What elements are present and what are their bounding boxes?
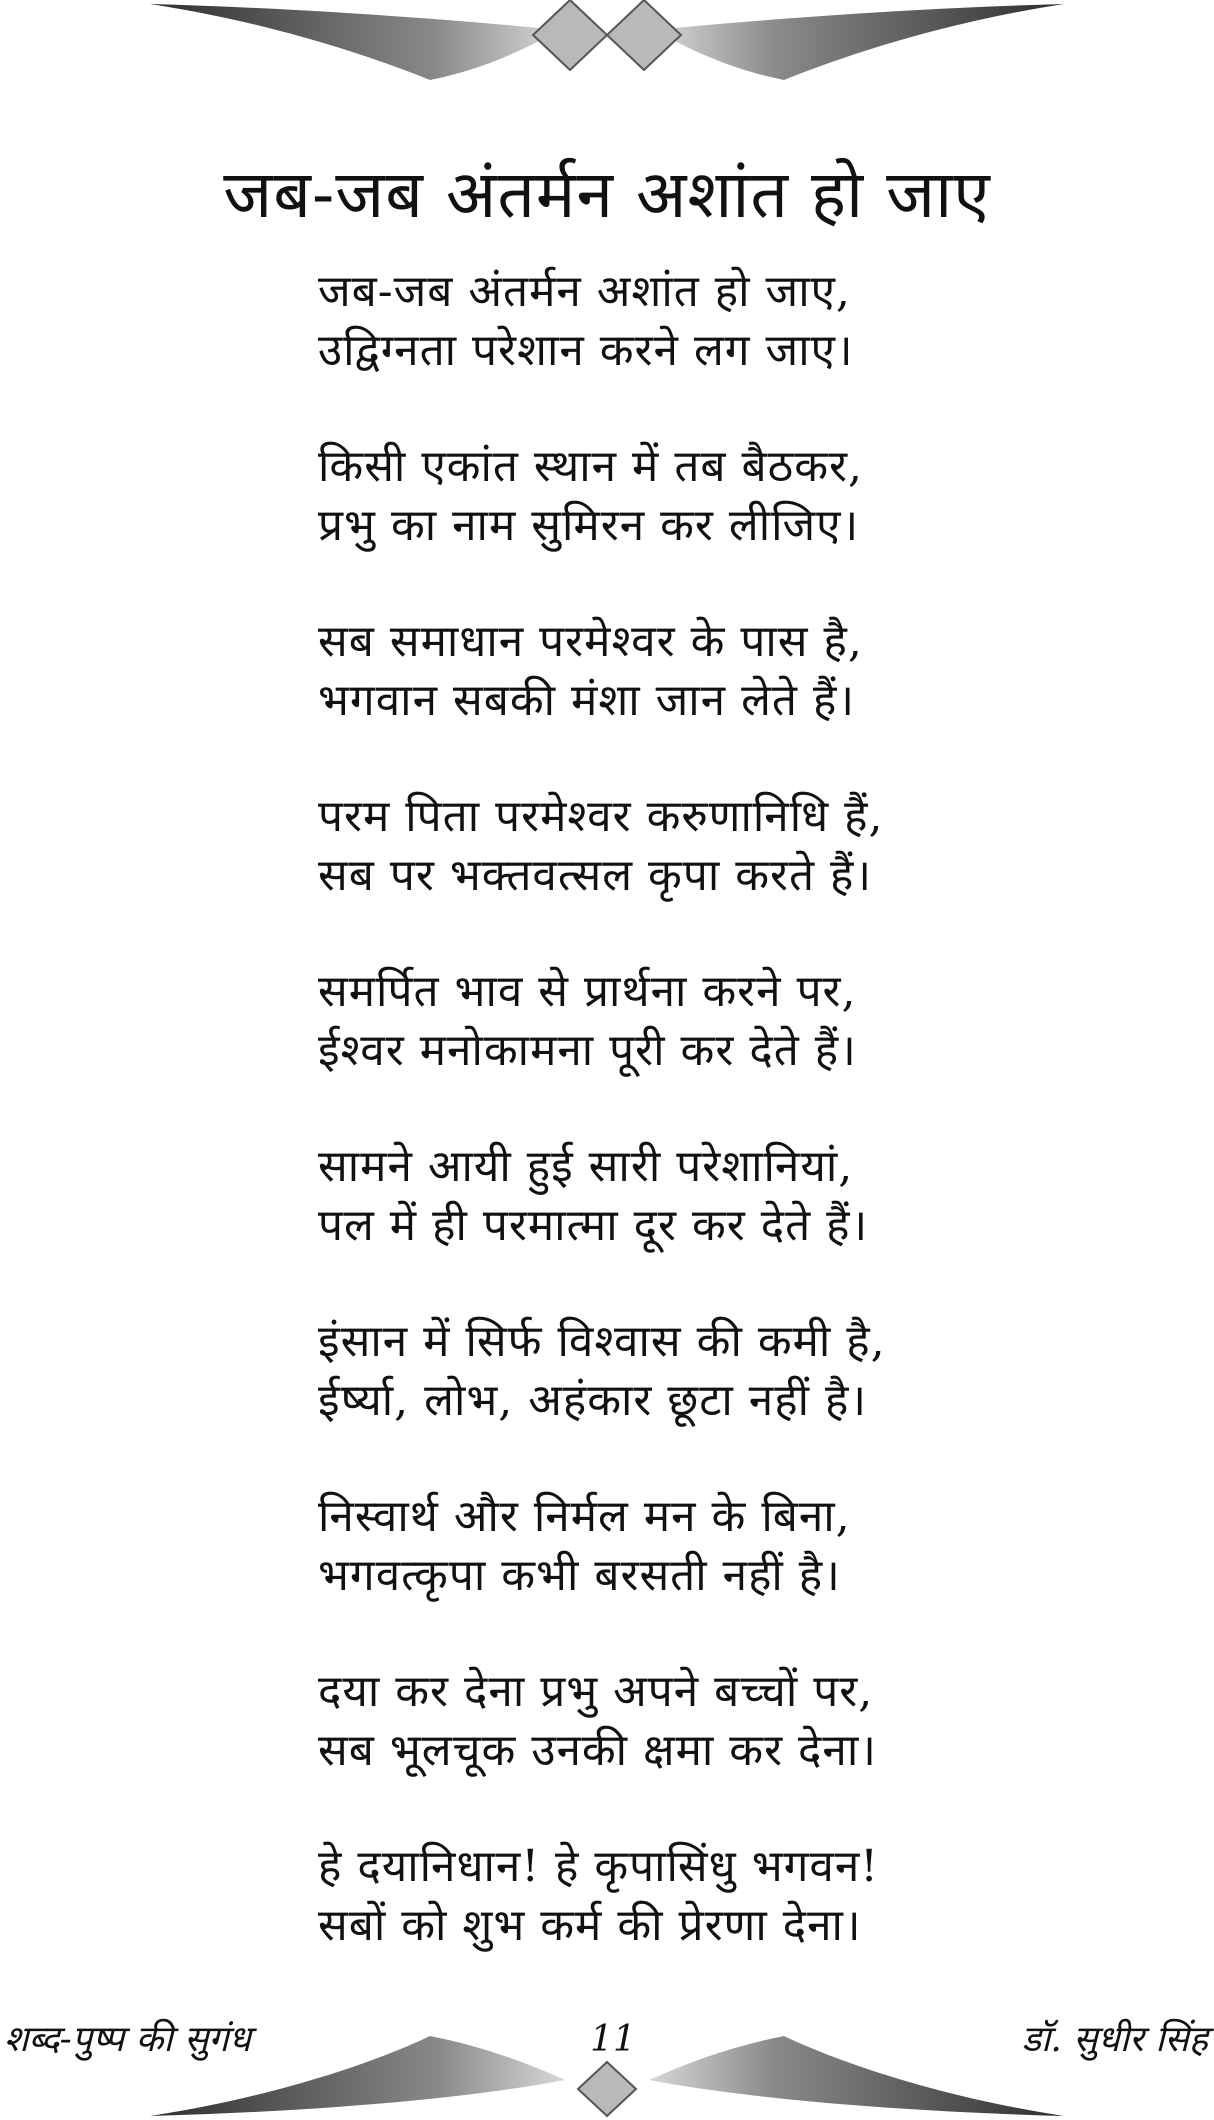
poem-line: जब-जब अंतर्मन अशांत हो जाए, <box>318 266 851 317</box>
poem-line: पल में ही परमात्मा दूर कर देते हैं। <box>318 1200 869 1251</box>
stanza <box>318 612 918 730</box>
poem-line: प्रभु का नाम सुमिरन कर लीजिए। <box>318 500 860 551</box>
stanza <box>318 1312 918 1430</box>
top-right-swoosh <box>654 4 1064 80</box>
bottom-right-swoosh <box>649 2036 1064 2116</box>
poem-line: किसी एकांत स्थान में तब बैठकर, <box>318 441 864 492</box>
poem-line: हे दयानिधान! हे कृपासिंधु भगवन! <box>318 1841 879 1892</box>
top-ornament <box>0 0 1214 100</box>
poem-body <box>318 262 918 2012</box>
stanza <box>318 262 918 380</box>
stanza <box>318 437 918 555</box>
stanza <box>318 787 918 905</box>
stanza <box>318 1662 918 1780</box>
poem-line: सामने आयी हुई सारी परेशानियां, <box>318 1141 854 1192</box>
poem-line: ईश्वर मनोकामना पूरी कर देते हैं। <box>318 1025 857 1076</box>
poem-line: सबों को शुभ कर्म की प्रेरणा देना। <box>318 1900 862 1951</box>
top-left-swoosh <box>150 4 560 80</box>
stanza <box>318 1487 918 1605</box>
stanza <box>318 1837 918 1955</box>
poem-line: परम पिता परमेश्वर करुणानिधि हैं, <box>318 791 884 842</box>
stanza <box>318 962 918 1080</box>
page-number: 11 <box>590 2019 636 2060</box>
poem-line: सब भूलचूक उनकी क्षमा कर देना। <box>318 1725 877 1776</box>
poem-line: सब समाधान परमेश्वर के पास है, <box>318 616 863 667</box>
poem-line: सब पर भक्तवत्सल कृपा करते हैं। <box>318 850 873 901</box>
poem-line: निस्वार्थ और निर्मल मन के बिना, <box>318 1491 851 1542</box>
bottom-diamond <box>578 2062 636 2116</box>
poem-line: भगवत्कृपा कभी बरसती नहीं है। <box>318 1550 841 1601</box>
poem-line: समर्पित भाव से प्रार्थना करने पर, <box>318 966 857 1017</box>
stanza <box>318 1137 918 1255</box>
top-left-diamond <box>533 0 607 70</box>
footer-author: डॉ. सुधीर सिंह <box>1021 2019 1208 2060</box>
poem-line: दया कर देना प्रभु अपने बच्चों पर, <box>318 1666 874 1717</box>
poem-line: उद्विग्नता परेशान करने लग जाए। <box>318 325 854 376</box>
top-right-diamond <box>607 0 681 70</box>
poem-line: इंसान में सिर्फ विश्वास की कमी है, <box>318 1316 886 1367</box>
poem-line: ईर्ष्या, लोभ, अहंकार छूटा नहीं है। <box>318 1375 868 1426</box>
poem-title: जब-जब अंतर्मन अशांत हो जाए <box>223 156 991 233</box>
poem-line: भगवान सबकी मंशा जान लेते हैं। <box>318 675 856 726</box>
footer-book-title: शब्द-पुष्प की सुगंध <box>4 2019 251 2060</box>
